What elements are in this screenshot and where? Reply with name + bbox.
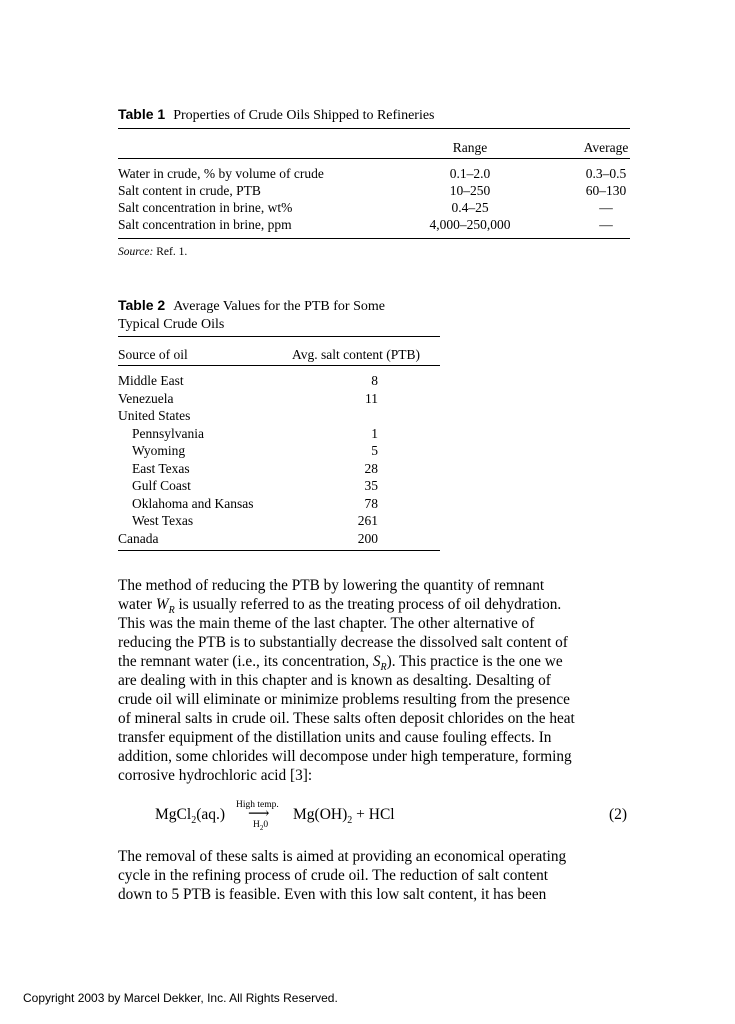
table-1-cell: 4,000–250,000 xyxy=(429,217,511,232)
source-text: Ref. 1. xyxy=(156,246,188,258)
table-2-header-source: Source of oil xyxy=(118,347,188,362)
table-1-cell: 0.1–2.0 xyxy=(449,166,491,181)
table-1-cell: Water in crude, % by volume of crude xyxy=(118,166,324,181)
table-1-bottom-rule xyxy=(118,238,630,239)
text-line: reducing the PTB is to substantially decrease the dissolved salt content of xyxy=(118,634,568,651)
text-fragment: is usually referred to as the treating process of oil dehydration. xyxy=(178,596,562,613)
table-1-cell: 10–250 xyxy=(449,183,491,198)
table-2-source-cell: Oklahoma and Kansas xyxy=(132,495,254,511)
equation-condition-below: $H_20$ xyxy=(253,820,269,832)
table-1-cell: 60–130 xyxy=(585,183,627,198)
equation-number: (2) xyxy=(609,806,628,823)
table-1-label: Table 1 xyxy=(118,106,166,122)
table-1-header-rule xyxy=(118,158,630,159)
table-2-value-cell: 5 xyxy=(371,443,378,458)
table-2-header-salt: Avg. salt content (PTB) xyxy=(292,347,420,362)
equation-arrow: ⟶ xyxy=(248,806,270,822)
table-2-source-cell: United States xyxy=(118,408,191,423)
table-2-top-rule xyxy=(118,336,440,337)
text-fragment: ). This practice is the one we xyxy=(386,653,563,670)
table-2-value-cell: 35 xyxy=(364,478,378,493)
equation-products: $Mg(OH)_2$ + HCl xyxy=(293,806,395,827)
table-1-cell: Salt concentration in brine, wt% xyxy=(118,200,293,215)
table-2-title-line2: Typical Crude Oils xyxy=(118,317,225,332)
table-1-caption xyxy=(118,105,435,125)
table-2-source-cell: Canada xyxy=(118,530,159,546)
table-1-source xyxy=(118,246,187,258)
table-2-title-line1: Average Values for the PTB for Some xyxy=(173,299,385,314)
table-1-cell: 0.4–25 xyxy=(451,200,489,215)
text-line: are dealing with in this chapter and is known as desalting. Desalting of xyxy=(118,672,551,689)
table-2-bottom-rule xyxy=(118,550,440,551)
table-2-caption xyxy=(118,296,448,334)
text-line: addition, some chlorides will decompose under high temperature, forming xyxy=(118,748,572,765)
table-2-source-cell: Wyoming xyxy=(132,443,186,458)
table-1-cell: — xyxy=(599,200,613,215)
table-1-cell: Salt concentration in brine, ppm xyxy=(118,217,292,232)
table-2-source-cell: East Texas xyxy=(132,460,190,476)
table-1-cell: 0.3–0.5 xyxy=(585,166,627,181)
table-2-label: Table 2 xyxy=(118,297,166,313)
table-2-value-cell: 200 xyxy=(357,530,378,546)
text-line: of mineral salts in crude oil. These salts often deposit chlorides on the heat xyxy=(118,710,575,727)
text-line: crude oil will eliminate or minimize problems resulting from the presence xyxy=(118,691,570,708)
table-2-value-cell: 78 xyxy=(364,495,378,511)
text-line: cycle in the refining process of crude oil. The reduction of salt content xyxy=(118,867,549,884)
text-line: The removal of these salts is aimed at providing an economical operating xyxy=(118,848,567,865)
symbol-wr: $W_R$ xyxy=(155,596,175,617)
table-1-top-rule xyxy=(118,128,630,129)
table-2-value-cell: 1 xyxy=(371,425,378,441)
equation-condition-above: High temp. xyxy=(236,800,279,810)
table-2-value-cell: 28 xyxy=(364,460,378,476)
table-1-header-average: Average xyxy=(583,140,629,155)
table-1-cell: — xyxy=(599,217,613,232)
source-label: Source: xyxy=(118,246,154,258)
table-2-source-cell: Venezuela xyxy=(118,390,174,406)
table-2-value-cell: 11 xyxy=(365,390,378,406)
table-1-title: Properties of Crude Oils Shipped to Refineries xyxy=(173,108,435,123)
text-fragment: the remnant water (i.e., its concentration, xyxy=(118,653,370,670)
table-2-header-rule xyxy=(118,365,440,366)
text-line: The method of reducing the PTB by lowering the quantity of remnant xyxy=(118,577,545,594)
equation-reactant: MgCl$_2$(aq.) xyxy=(155,806,226,827)
text-line: This was the main theme of the last chapter. The other alternative of xyxy=(118,615,535,632)
text-line: corrosive hydrochloric acid [3]: xyxy=(118,767,313,784)
text-line: down to 5 PTB is feasible. Even with this low salt content, it has been xyxy=(118,886,547,903)
table-1-cell: Salt content in crude, PTB xyxy=(118,183,261,198)
table-2-source-cell: Middle East xyxy=(118,373,184,388)
table-2-value-cell: 8 xyxy=(371,373,378,388)
table-2-source-cell: Pennsylvania xyxy=(132,425,204,441)
symbol-sr: $S_R$ xyxy=(372,653,387,674)
text-line: transfer equipment of the distillation units and cause fouling effects. In xyxy=(118,729,552,746)
text-word: water xyxy=(118,596,152,613)
table-1-header-range: Range xyxy=(452,140,488,155)
table-2-source-cell: West Texas xyxy=(132,513,194,528)
table-2-source-cell: Gulf Coast xyxy=(132,478,191,493)
table-2-value-cell: 261 xyxy=(357,513,378,528)
copyright-footer: Copyright 2003 by Marcel Dekker, Inc. All Rights Reserved. xyxy=(23,991,338,1005)
